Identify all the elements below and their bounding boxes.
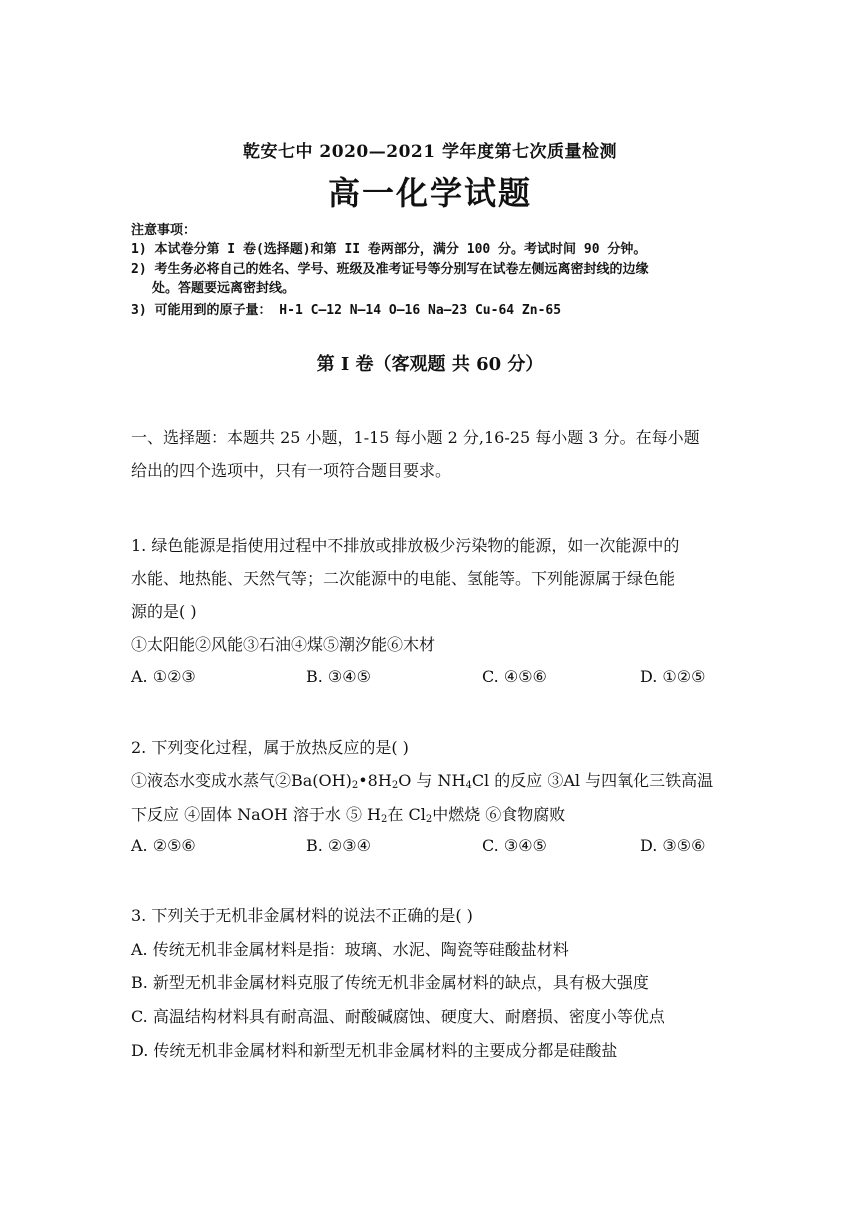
- q1-stem-line-1: 1. 绿色能源是指使用过程中不排放或排放极少污染物的能源，如一次能源中的: [131, 536, 680, 555]
- note-item-3: 3) 可能用到的原子量： H-1 C—12 N—14 O—16 Na—23 Cu-64 Zn-65: [131, 303, 562, 318]
- q1-option-a[interactable]: A. ①②③: [131, 667, 196, 686]
- q1-stem-line-2: 水能、地热能、天然气等；二次能源中的电能、氢能等。下列能源属于绿色能: [131, 569, 676, 588]
- q3-option-c[interactable]: C. 高温结构材料具有耐高温、耐酸碱腐蚀、硬度大、耐磨损、密度小等优点: [131, 1007, 665, 1026]
- school-exam-line: 乾安七中 2020—2021 学年度第七次质量检测: [243, 142, 617, 162]
- q2-stem-line-2: ①液态水变成水蒸气$②Ba(OH)_2•8H_2O$ 与 $NH_4Cl$ 的反应 ③Al 与四氧化三铁高温: [131, 771, 714, 791]
- note-item-1: 1) 本试卷分第 I 卷(选择题)和第 II 卷两部分，满分 100 分。考试时间 90 分钟。: [131, 242, 647, 257]
- q1-option-b[interactable]: B. ③④⑤: [306, 667, 371, 686]
- q2-option-d[interactable]: D. ③⑤⑥: [640, 836, 706, 855]
- exam-title: 高一化学试题: [327, 174, 532, 212]
- q3-option-b[interactable]: B. 新型无机非金属材料克服了传统无机非金属材料的缺点，具有极大强度: [131, 973, 649, 992]
- q1-option-c[interactable]: C. ④⑤⑥: [482, 667, 547, 686]
- section-title: 第 I 卷（客观题 共 60 分）: [316, 354, 544, 375]
- q2-option-b[interactable]: B. ②③④: [306, 836, 371, 855]
- q3-stem: 3. 下列关于无机非金属材料的说法不正确的是( ): [131, 906, 473, 925]
- q3-option-d[interactable]: D. 传统无机非金属材料和新型无机非金属材料的主要成分都是硅酸盐: [131, 1041, 618, 1060]
- q2-stem-line-3: 下反应 ④固体 NaOH 溶于水 ⑤ $H_2$在 $Cl_2$中燃烧 ⑥食物腐败: [131, 805, 566, 825]
- q3-option-a[interactable]: A. 传统无机非金属材料是指：玻璃、水泥、陶瓷等硅酸盐材料: [131, 940, 569, 959]
- instructions-line-1: 一、选择题：本题共 25 小题，1-15 每小题 2 分,16-25 每小题 3 分。在每小题: [131, 428, 700, 447]
- q2-stem-line-1: 2. 下列变化过程，属于放热反应的是( ): [131, 738, 409, 757]
- q2-option-a[interactable]: A. ②⑤⑥: [131, 836, 196, 855]
- notes-heading: 注意事项：: [131, 223, 197, 238]
- note-item-2-continued: 处。答题要远离密封线。: [152, 281, 296, 296]
- note-item-2: 2) 考生务必将自己的姓名、学号、班级及准考证号等分别写在试卷左侧远离密封线的边缘: [131, 262, 649, 277]
- instructions-line-2: 给出的四个选项中，只有一项符合题目要求。: [131, 461, 452, 480]
- q1-stem-line-3: 源的是( ): [131, 602, 197, 621]
- q1-option-d[interactable]: D. ①②⑤: [640, 667, 706, 686]
- q2-option-c[interactable]: C. ③④⑤: [482, 836, 547, 855]
- q1-items: ①太阳能②风能③石油④煤⑤潮汐能⑥木材: [131, 635, 436, 654]
